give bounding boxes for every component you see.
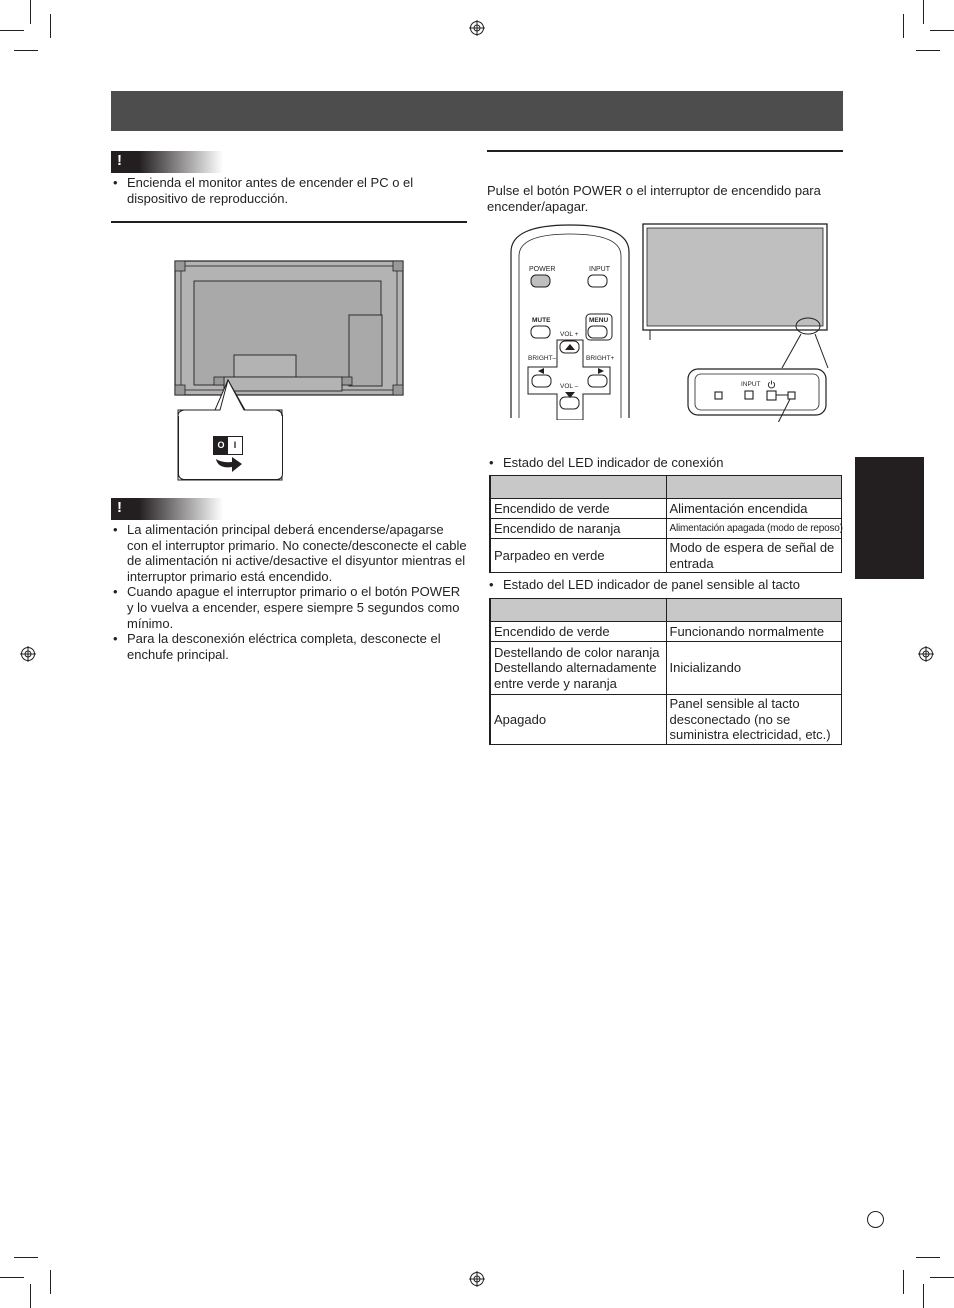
table-caption xyxy=(487,577,842,593)
power-symbol-icon xyxy=(767,380,776,389)
touch-led-status-table xyxy=(489,598,842,745)
section-header-bar xyxy=(111,91,843,131)
table-cell: Alimentación encendida xyxy=(666,499,841,519)
remote-mute-label: MUTE xyxy=(532,317,551,324)
list-item: • Estado del LED indicador de conexión xyxy=(487,455,842,471)
callout-pointer xyxy=(176,378,286,418)
crop-mark xyxy=(0,30,24,31)
intro-text: Pulse el botón POWER o el interruptor de encendido para encender/apagar. xyxy=(487,183,821,214)
remote-power-label: POWER xyxy=(529,266,556,273)
crop-mark xyxy=(916,1257,940,1258)
crop-mark xyxy=(923,0,924,24)
caution-list xyxy=(111,175,466,206)
table-row xyxy=(490,695,841,745)
remote-input-label: INPUT xyxy=(589,266,610,273)
table-row xyxy=(490,519,841,539)
remote-bright-plus-label: BRIGHT+ xyxy=(586,355,615,362)
crop-mark xyxy=(903,1270,904,1294)
main-power-switch[interactable] xyxy=(213,436,243,455)
table-header-row xyxy=(490,599,841,622)
table-cell: Destellando de color naranja Destellando alternadamente entre verde y naranja xyxy=(490,642,666,695)
monitor-front-illustration xyxy=(640,222,836,422)
section-divider xyxy=(111,221,467,223)
remote-vol-plus-label: VOL + xyxy=(560,331,579,338)
switch-off-label: O xyxy=(214,437,228,454)
language-side-tab xyxy=(855,457,924,579)
table-cell: Inicializando xyxy=(666,642,841,695)
table-cell: Encendido de verde xyxy=(490,499,666,519)
list-item: • Encienda el monitor antes de encender el PC o el dispositivo de reproducción. xyxy=(111,175,466,206)
registration-mark-icon xyxy=(918,646,934,662)
crop-mark xyxy=(930,30,954,31)
table-cell: Parpadeo en verde xyxy=(490,539,666,573)
registration-mark-icon xyxy=(469,1271,485,1287)
registration-mark-icon xyxy=(469,20,485,36)
caution-icon: ! xyxy=(117,499,122,516)
table-row xyxy=(490,539,841,573)
remote-bright-minus-label: BRIGHT– xyxy=(528,355,557,362)
crop-mark xyxy=(0,1277,24,1278)
curved-arrow-icon xyxy=(214,455,244,475)
table-cell: Funcionando normalmente xyxy=(666,622,841,642)
list-item: • Estado del LED indicador de panel sensible al tacto xyxy=(487,577,842,593)
caution-icon: ! xyxy=(117,152,122,169)
table-header-row xyxy=(490,476,841,499)
registration-mark-icon xyxy=(20,646,36,662)
crop-mark xyxy=(923,1284,924,1308)
list-item: • Cuando apague el interruptor primario o el botón POWER y lo vuelva a encender, espere siempre 5 segundos como mínimo. xyxy=(111,584,467,631)
crop-mark xyxy=(930,1277,954,1278)
crop-mark xyxy=(30,1284,31,1308)
crop-mark xyxy=(30,0,31,24)
crop-mark xyxy=(50,14,51,38)
crop-mark xyxy=(50,1270,51,1294)
table-header-cell xyxy=(490,599,666,622)
remote-vol-minus-label: VOL – xyxy=(560,383,579,390)
crop-mark xyxy=(14,1257,38,1258)
table-cell: Modo de espera de señal de entrada xyxy=(666,539,841,573)
table-cell: Apagado xyxy=(490,695,666,745)
table-cell: Encendido de naranja xyxy=(490,519,666,539)
table-header-cell xyxy=(666,476,841,499)
caution-tag xyxy=(111,151,223,173)
table-row xyxy=(490,642,841,695)
table-cell: Alimentación apagada (modo de reposo) xyxy=(666,519,841,539)
list-item: • La alimentación principal deberá encenderse/apagarse con el interruptor primario. No conecte/desconecte el cable de alimentación ni active/desactive el disyuntor mientras el interruptor primario está encendido. xyxy=(111,522,467,584)
crop-mark xyxy=(916,50,940,51)
led-status-table xyxy=(489,475,842,573)
list-item: • Para la desconexión eléctrica completa, desconecte el enchufe principal. xyxy=(111,631,467,662)
crop-mark xyxy=(14,50,38,51)
switch-on-label: I xyxy=(233,440,237,450)
table-header-cell xyxy=(490,476,666,499)
remote-menu-label: MENU xyxy=(589,317,609,324)
table-caption xyxy=(487,455,842,471)
crop-mark xyxy=(903,14,904,38)
panel-input-label: INPUT xyxy=(741,381,761,388)
table-row xyxy=(490,622,841,642)
caution-list xyxy=(111,522,467,662)
caution-tag xyxy=(111,498,223,520)
table-row xyxy=(490,499,841,519)
remote-control-illustration xyxy=(508,222,634,420)
table-cell: Encendido de verde xyxy=(490,622,666,642)
page-number-marker xyxy=(867,1211,884,1228)
table-cell: Panel sensible al tacto desconectado (no se suministra electricidad, etc.) xyxy=(666,695,841,745)
section-divider xyxy=(487,150,843,152)
table-header-cell xyxy=(666,599,841,622)
